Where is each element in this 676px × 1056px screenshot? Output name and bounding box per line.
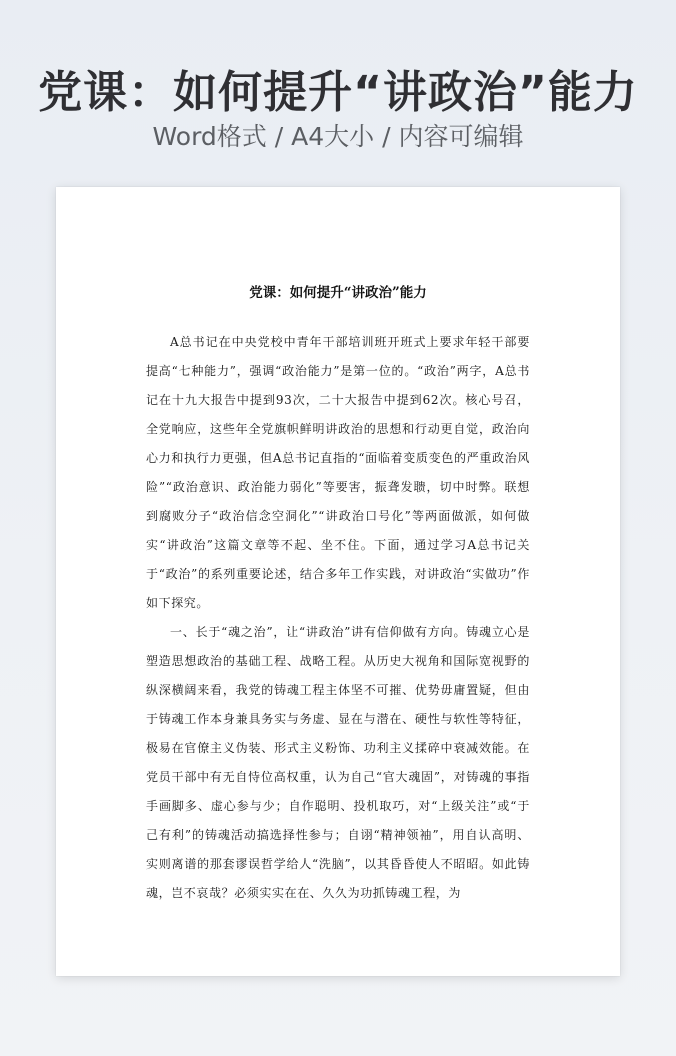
banner-title: 党课：如何提升“讲政治”能力 xyxy=(38,67,638,118)
document-body xyxy=(146,328,530,908)
paragraph: A总书记在中央党校中青年干部培训班开班式上要求年轻干部要提高“七种能力”，强调“政治能力”是第一位的。“政治”两字，A总书记在十九大报告中提到93次，二十大报告中提到62次。核心号召，全党响应，这些年全党旗帜鲜明讲政治的思想和行动更自觉，政治向心力和执行力更强，但A总书记直指的“面临着变质变色的严重政治风险”“政治意识、政治能力弱化”等要害，振聋发聩，切中时弊。联想到腐败分子“政治信念空洞化”“讲政治口号化”等两面做派，如何做实“讲政治”这篇文章等不起、坐不住。下面，通过学习A总书记关于“政治”的系列重要论述，结合多年工作实践，对讲政治“实做功”作如下探究。 xyxy=(146,335,530,610)
banner-subtitle: Word格式 / A4大小 / 内容可编辑 xyxy=(152,122,524,151)
document-page xyxy=(56,187,620,976)
document-title: 党课：如何提升“讲政治”能力 xyxy=(249,285,427,301)
paragraph: 一、长于“魂之治”，让“讲政治”讲有信仰做有方向。铸魂立心是塑造思想政治的基础工程、战略工程。从历史大视角和国际宽视野的纵深横阔来看，我党的铸魂工程主体坚不可摧、优势毋庸置疑，但由于铸魂工作本身兼具务实与务虚、显在与潜在、硬性与软性等特征，极易在官僚主义伪装、形式主义粉饰、功利主义揉碎中衰减效能。在党员干部中有无自恃位高权重，认为自己“官大魂固”，对铸魂的事指手画脚多、虚心参与少；自作聪明、投机取巧，对“上级关注”或“于己有利”的铸魂活动搞选择性参与；自诩“精神领袖”，用自认高明、实则离谱的那套谬误哲学给人“洗脑”，以其昏昏使人不昭昭。如此铸魂，岂不哀哉？必须实实在在、久久为功抓铸魂工程，为 xyxy=(146,625,530,900)
